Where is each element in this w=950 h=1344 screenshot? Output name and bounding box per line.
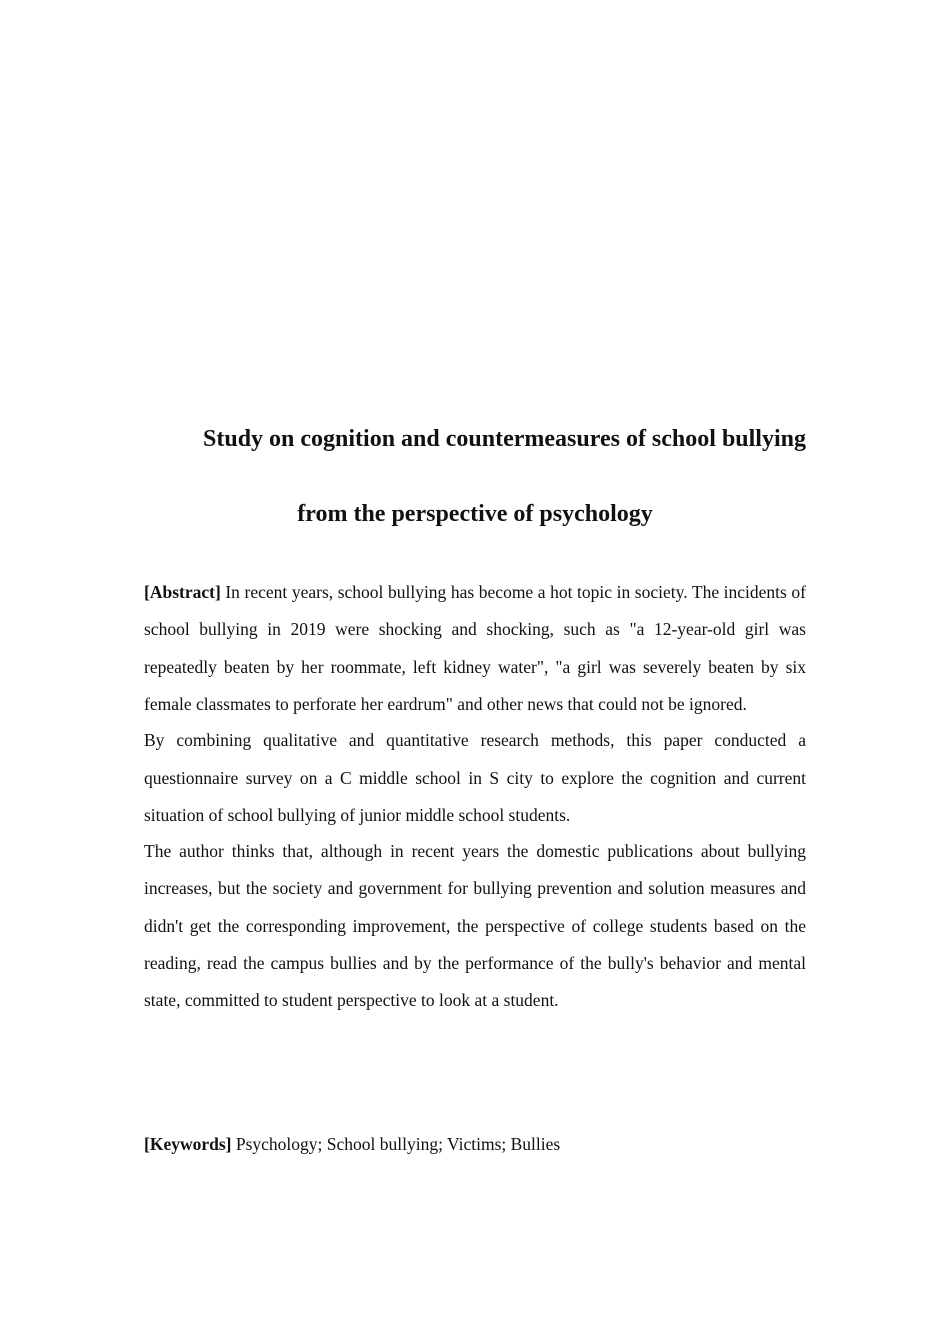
keywords-text: Psychology; School bullying; Victims; Bullies xyxy=(231,1134,561,1154)
abstract-section xyxy=(144,574,806,1020)
abstract-label: [Abstract] xyxy=(144,582,221,602)
paper-title-line-1: Study on cognition and countermeasures of school bullying xyxy=(203,426,806,452)
abstract-paragraph-3: The author thinks that, although in recent years the domestic publications about bullying increases, but the society and government for bullying prevention and solution measures and didn't get the corresponding improvement, the perspective of college students based on the reading, read the campus bullies and by the performance of the bully's behavior and mental state, committed to student perspective to look at a student. xyxy=(144,840,806,1011)
paper-title-line-2: from the perspective of psychology xyxy=(297,501,653,527)
abstract-paragraph-2: By combining qualitative and quantitative research methods, this paper conducted a questionnaire survey on a C middle school in S city to explore the cognition and current situation of school bullying of junior middle school students. xyxy=(144,730,806,825)
keywords-label: [Keywords] xyxy=(144,1134,232,1154)
abstract-paragraph-1 xyxy=(144,574,806,724)
keywords-line xyxy=(144,1128,806,1160)
abstract-text-1: In recent years, school bullying has become a hot topic in society. The incidents of school bullying in 2019 were shocking and shocking, such as "a 12-year-old girl was repeatedly beaten by her roommate, left kidney water", "a girl was severely beaten by six female classmates to perforate her eardrum" and other news that could not be ignored. xyxy=(144,582,806,715)
